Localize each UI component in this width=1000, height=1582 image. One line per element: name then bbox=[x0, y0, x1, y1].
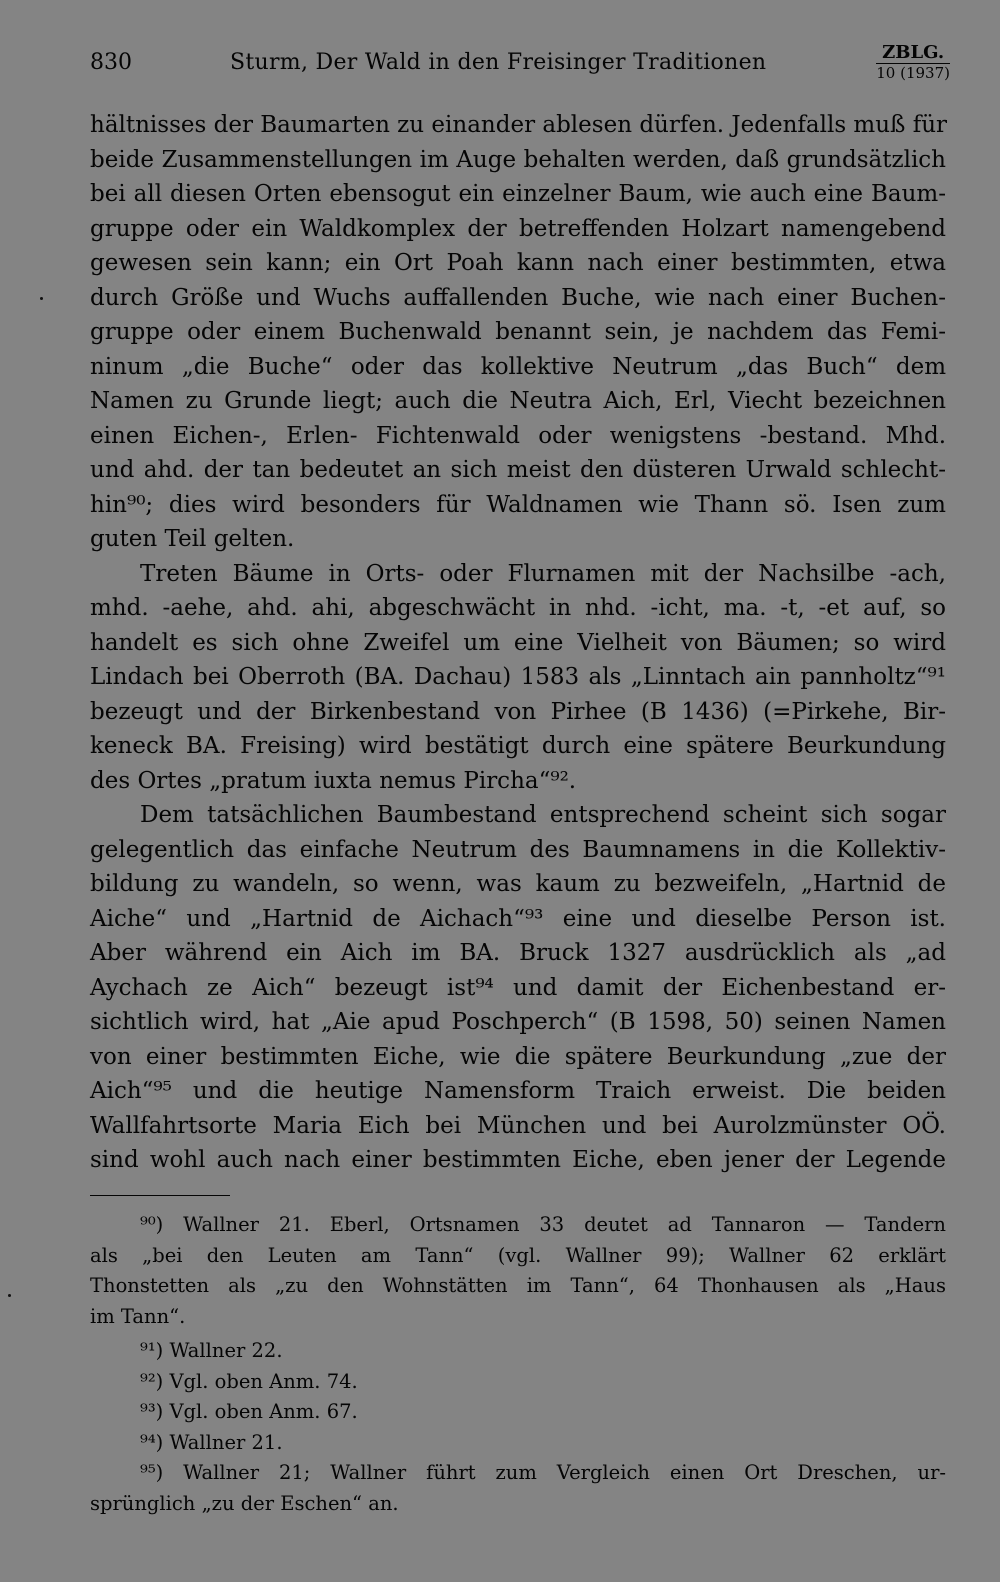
text-line: hältnisses der Baumarten zu einander ablesen dürfen. Jedenfalls muß für bbox=[90, 112, 948, 138]
journal-short-title: ZBLG. bbox=[876, 44, 950, 64]
scan-speck bbox=[40, 297, 43, 300]
text-line: durch Größe und Wuchs auffallenden Buche, wie nach einer Buchen- bbox=[90, 284, 946, 311]
footnote-line: als „bei den Leuten am Tann“ (vgl. Wallner 99); Wallner 62 erklärt bbox=[90, 1243, 946, 1267]
text-line: Dem tatsächlichen Baumbestand entsprechend scheint sich sogar bbox=[140, 802, 946, 828]
text-line: und ahd. der tan bedeutet an sich meist den düsteren Urwald schlecht- bbox=[90, 457, 946, 483]
text-line: Aber während ein Aich im BA. Bruck 1327 ausdrücklich als „ad bbox=[90, 940, 946, 966]
footnote bbox=[90, 1397, 946, 1428]
footnote-line: sprünglich „zu der Eschen“ an. bbox=[90, 1491, 399, 1515]
text-line: von einer bestimmten Eiche, wie die spätere Beurkundung „zue der bbox=[90, 1043, 946, 1070]
footnote-line: ⁹⁵) Wallner 21; Wallner führt zum Vergleich einen Ort Dreschen, ur- bbox=[140, 1461, 946, 1484]
text-line: beide Zusammenstellungen im Auge behalten werden, daß grundsätzlich bbox=[90, 146, 946, 173]
text-line: Aich“⁹⁵ und die heutige Namensform Traich erweist. Die beiden bbox=[90, 1078, 946, 1104]
footnote-line: ⁹²) Vgl. oben Anm. 74. bbox=[140, 1369, 358, 1393]
text-line: Namen zu Grunde liegt; auch die Neutra Aich, Erl, Viecht bezeichnen bbox=[90, 388, 946, 414]
text-line: gelegentlich das einfache Neutrum des Baumnamens in die Kollektiv- bbox=[90, 836, 946, 863]
footnote bbox=[90, 1458, 946, 1519]
footnote-line: ⁹⁴) Wallner 21. bbox=[140, 1430, 283, 1454]
page-number: 830 bbox=[90, 50, 132, 75]
footnote bbox=[90, 1336, 946, 1367]
text-line: Aychach ze Aich“ bezeugt ist⁹⁴ und damit der Eichenbestand er- bbox=[90, 974, 946, 1001]
text-line: hin⁹⁰; dies wird besonders für Waldnamen wie Thann sö. Isen zum bbox=[90, 491, 946, 518]
text-line: Wallfahrtsorte Maria Eich bei München und bei Aurolzmünster OÖ. bbox=[90, 1112, 946, 1139]
body-text bbox=[90, 108, 946, 1178]
footnote-separator bbox=[90, 1195, 230, 1196]
footnote bbox=[90, 1428, 946, 1459]
footnote bbox=[90, 1367, 946, 1398]
text-line: Lindach bei Oberroth (BA. Dachau) 1583 als „Linntach ain pannholtz“⁹¹ bbox=[90, 664, 946, 690]
journal-reference bbox=[876, 44, 950, 82]
text-line: sichtlich wird, hat „Aie apud Poschperch“ (B 1598, 50) seinen Namen bbox=[90, 1009, 946, 1035]
text-line: ninum „die Buche“ oder das kollektive Neutrum „das Buch“ dem bbox=[90, 353, 946, 380]
text-line: Treten Bäume in Orts- oder Flurnamen mit der Nachsilbe -ach, bbox=[140, 560, 946, 587]
text-line: bildung zu wandeln, so wenn, was kaum zu bezweifeln, „Hartnid de bbox=[90, 871, 946, 897]
text-line: guten Teil gelten. bbox=[90, 526, 295, 552]
footnote-line: ⁹³) Vgl. oben Anm. 67. bbox=[140, 1400, 358, 1423]
text-line: gruppe oder ein Waldkomplex der betreffenden Holzart namengebend bbox=[90, 215, 946, 242]
footnote-line: im Tann“. bbox=[90, 1304, 186, 1328]
text-line: einen Eichen-, Erlen- Fichtenwald oder wenigstens -bestand. Mhd. bbox=[90, 422, 946, 449]
running-title: Sturm, Der Wald in den Freisinger Traditionen bbox=[230, 50, 767, 75]
text-line: handelt es sich ohne Zweifel um eine Vielheit von Bäumen; so wird bbox=[90, 629, 946, 656]
text-line: gruppe oder einem Buchenwald benannt sein, je nachdem das Femi- bbox=[90, 319, 946, 345]
text-line: sind wohl auch nach einer bestimmten Eiche, eben jener der Legende bbox=[90, 1147, 946, 1173]
text-line: des Ortes „pratum iuxta nemus Pircha“⁹². bbox=[90, 767, 577, 794]
text-line: gewesen sein kann; ein Ort Poah kann nach einer bestimmten, etwa bbox=[90, 250, 946, 276]
text-line: bezeugt und der Birkenbestand von Pirhee (B 1436) (=Pirkehe, Bir- bbox=[90, 698, 946, 725]
text-line: Aiche“ und „Hartnid de Aichach“⁹³ eine und dieselbe Person ist. bbox=[90, 905, 946, 932]
footnote-line: ⁹¹) Wallner 22. bbox=[140, 1339, 283, 1362]
text-line: keneck BA. Freising) wird bestätigt durch eine spätere Beurkundung bbox=[90, 733, 946, 759]
page-header bbox=[90, 44, 960, 84]
footnote bbox=[90, 1210, 946, 1332]
text-line: mhd. -aehe, ahd. ahi, abgeschwächt in nhd. -icht, ma. -t, -et auf, so bbox=[90, 595, 946, 621]
text-line: bei all diesen Orten ebensogut ein einzelner Baum, wie auch eine Baum- bbox=[90, 181, 946, 207]
journal-volume: 10 (1937) bbox=[876, 64, 950, 82]
scan-speck bbox=[8, 1294, 11, 1297]
footnote-line: ⁹⁰) Wallner 21. Eberl, Ortsnamen 33 deutet ad Tannaron — Tandern bbox=[140, 1213, 946, 1236]
footnote-line: Thonstetten als „zu den Wohnstätten im Tann“, 64 Thonhausen als „Haus bbox=[90, 1274, 946, 1297]
footnotes bbox=[90, 1210, 946, 1519]
